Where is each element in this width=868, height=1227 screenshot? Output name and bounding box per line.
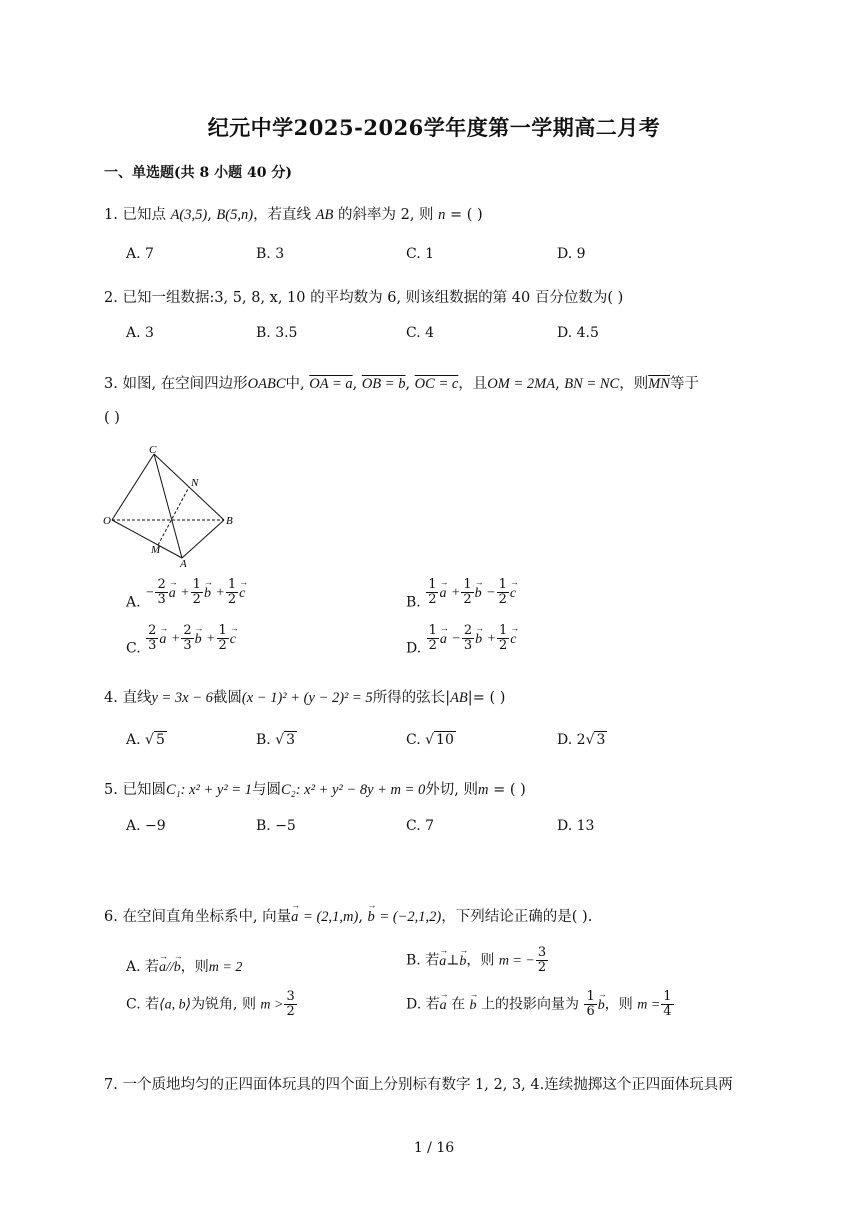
question-4: 4. 直线y = 3x − 6截圆(x − 1)² + (y − 2)² = 5所得的弦长|AB|= ( ) [104,690,506,706]
q3-oabc: OABC [247,376,286,392]
page-title: 纪元中学2025-2026学年度第一学期高二月考 [207,115,661,140]
q1-n: n [438,207,446,223]
q3-option-c: C. $\frac{2}{3}$ → a + $\frac{2}{3}$ → b + $\frac{1}{2}$ → c [126,624,236,657]
q5-option-d: D. 13 [557,818,595,834]
q5-option-a: A. −9 [126,818,166,834]
q4-circle: (x − 1)² + (y − 2)² = 5 [241,690,373,706]
q4-option-a: A. √ 5 [126,732,165,748]
question-5 [104,778,526,799]
q1-option-c: C. 1 [406,246,435,262]
q3-vector-oc: OC = c [414,376,459,392]
q4-rest: 所得的弦长 [372,690,446,706]
q1-option-a: A. 7 [126,246,154,262]
q4-end: = ( ) [472,690,506,706]
q1-mid: ，若直线 [253,207,312,223]
q1-line-ab: AB [315,207,334,223]
q3-bn: BN = NC [564,376,620,392]
q5-option-c: C. 7 [406,818,435,834]
q6-option-a: A. 若→ a//→ b，则m = 2 [126,956,242,976]
label-m: M [151,544,161,556]
question-3: 3. 如图, 在空间四边形OABC中, OA = a, OB = b, OC = c，且OM = 2MA, BN = NC，则$\overline{MN}$等于 [104,376,699,392]
question-6: 6. 在空间直角坐标系中, 向量→ a = (2,1,m), → b = (−2,1,2)，下列结论正确的是( ). [104,905,592,926]
q4-ab: AB [450,690,468,706]
q6-option-c: C. 若⟨a, b⟩为锐角, 则 m > $\frac{3}{2}$ [126,989,295,1019]
q3-vector-mn: $\overline{MN}$ [648,376,670,392]
q6-vector-a: = (2,1,m) [303,909,359,925]
q2-option-c: C. 4 [406,325,435,341]
q6-prefix: 6. 在空间直角坐标系中, 向量 [104,909,292,925]
question-2: 2. 已知一组数据:3, 5, 8, x, 10 的平均数为 6, 则该组数据的第 40 百分位数为( ) [104,290,624,306]
label-a: A [180,558,187,570]
q2-option-d: D. 4.5 [557,325,599,341]
q5-m: m [478,782,489,798]
q5-mid: 与圆 [252,782,282,798]
q6-vector-b: = (−2,1,2) [379,909,442,925]
q6-end: ，下列结论正确的是( ). [441,909,593,925]
label-n: N [191,477,199,489]
q4-option-d: D. 2√ 3 [557,732,606,748]
edge-ba [182,520,224,558]
q3-vector-oa: OA = a [309,376,353,392]
q3-option-d: D. $\frac{1}{2}$ → a − $\frac{2}{3}$ → b + $\frac{1}{2}$ → c [406,624,517,657]
edge-co [112,454,154,520]
q3-mid: 中, [285,376,305,392]
section-heading: 一、单选题(共 8 小题 40 分) [104,165,292,181]
q3-option-b: B. $\frac{1}{2}$ → a + $\frac{1}{2}$ → b − $\frac{1}{2}$ → c [406,578,516,611]
q3-option-a: A. − $\frac{2}{3}$ → a + $\frac{1}{2}$ → b + $\frac{1}{2}$ → c [126,578,245,611]
q1-option-d: D. 9 [557,246,586,262]
page-number: 1 / 16 [413,1140,455,1156]
q1-rest: 的斜率为 2, 则 [333,207,434,223]
q5-rest: 外切, 则 [425,782,479,798]
label-c: C [149,444,157,456]
q2-option-a: A. 3 [126,325,154,341]
segment-mn [158,487,189,545]
q6-option-b: B. 若→ a⊥→ b，则 m = − $\frac{3}{2}$ [406,946,549,975]
q3-prefix: 3. 如图, 在空间四边形 [104,376,248,392]
q5-end: = ( ) [488,782,526,798]
q3-cond: ，且 [458,376,488,392]
q1-option-b: B. 3 [256,246,285,262]
question-1: 1. 已知点 A(3,5), B(5,n)，若直线 AB 的斜率为 2, 则 n = ( ) [104,207,483,223]
q3-end: 等于 [669,376,699,392]
edge-ca [154,454,182,558]
label-o: O [103,515,111,527]
question-7: 7. 一个质地均匀的正四面体玩具的四个面上分别标有数字 1, 2, 3, 4.连续抛掷这个正四面体玩具两 [104,1077,733,1093]
q5-prefix: 5. 已知圆 [104,782,166,798]
q6-option-d: D. 若→ a 在 → b 上的投影向量为 $\frac{1}{6}$ → b，则 m = $\frac{1}{4}$ [406,990,675,1019]
q1-point-b: B(5,n) [216,207,254,223]
q5-circle-1: C₁: x² + y² = 1 [165,782,253,798]
q4-option-c: C. √ 10 [406,732,454,748]
q1-point-a: A(3,5) [170,207,208,223]
q5-circle-2: C₂: x² + y² − 8y + m = 0 [281,782,426,798]
q3-paren: ( ) [104,410,120,426]
q5-option-b: B. −5 [256,818,296,834]
q4-line: y = 3x − 6 [151,690,213,706]
q3-vector-ob: OB = b [361,376,406,392]
q4-option-b: B. √ 3 [256,732,296,748]
q4-prefix: 4. 直线 [104,690,152,706]
q3-om: OM = 2MA [487,376,556,392]
q3-then: ，则 [619,376,649,392]
q1-prefix: 1. 已知点 [104,207,166,223]
q4-mid: 截圆 [212,690,242,706]
q2-option-b: B. 3.5 [256,325,298,341]
q1-end: = ( ) [445,207,483,223]
edge-oa [112,520,182,558]
label-b: B [226,515,233,527]
tetrahedron-figure [100,442,240,570]
